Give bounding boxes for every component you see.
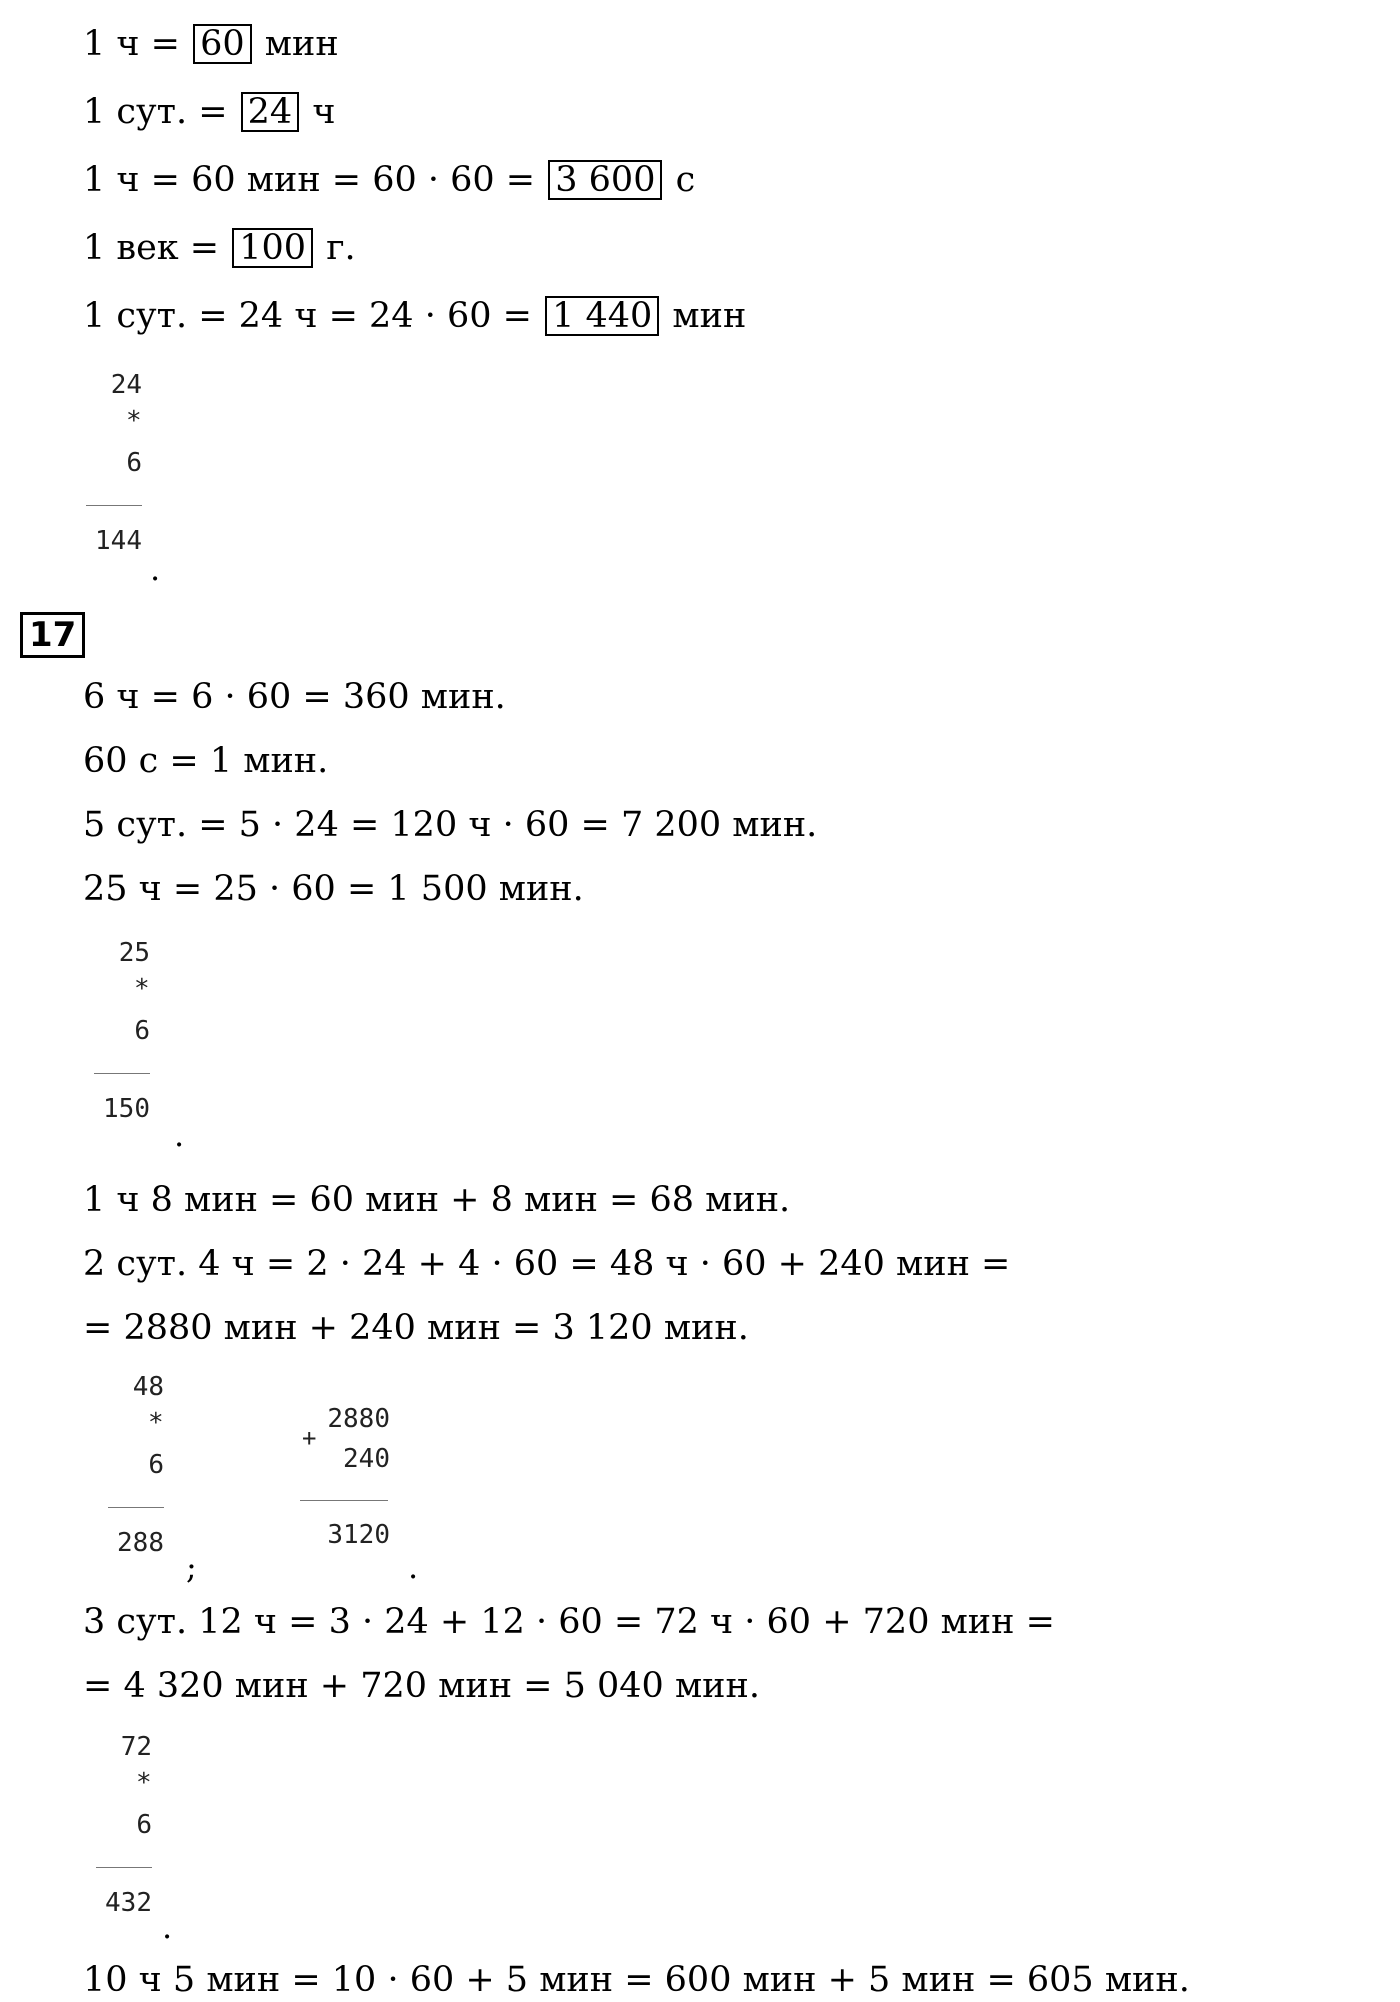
calc-operand-top: 2880 — [327, 1404, 390, 1434]
calc-punctuation: . — [174, 1116, 185, 1154]
solution-line-10: 10 ч 5 мин = 10 · 60 + 5 мин = 600 мин + 5 мин = 605 мин. — [83, 1960, 1190, 2000]
calc-operand-bottom: 6 — [148, 1450, 164, 1480]
boxed-answer: 1 440 — [545, 296, 659, 336]
solution-line-4: 25 ч = 25 · 60 = 1 500 мин. — [83, 869, 584, 909]
solution-line-9: = 4 320 мин + 720 мин = 5 040 мин. — [83, 1666, 760, 1706]
calc-result: 3120 — [327, 1520, 390, 1550]
calc-punctuation: . — [162, 1908, 173, 1946]
equation-day-hours — [83, 90, 335, 134]
calc-operator: + — [302, 1424, 317, 1452]
equation-text: 1 сут. = 24 ч = 24 · 60 = — [83, 296, 544, 336]
solution-line-3: 5 сут. = 5 · 24 = 120 ч · 60 = 7 200 мин. — [83, 805, 818, 845]
calc-result: 150 — [103, 1094, 150, 1124]
equation-day-minutes — [83, 294, 746, 338]
calc-operand-top: 25 — [118, 938, 150, 968]
equation-hour-seconds — [83, 158, 695, 202]
calc-operand-bottom: 6 — [126, 448, 142, 478]
equation-unit: с — [664, 160, 696, 200]
calc-result: 144 — [95, 526, 142, 556]
equation-unit: мин — [253, 24, 339, 64]
equation-unit: ч — [301, 92, 336, 132]
equation-text: 1 век = — [83, 228, 231, 268]
equation-hour-minutes — [83, 22, 339, 66]
solution-line-5: 1 ч 8 мин = 60 мин + 8 мин = 68 мин. — [83, 1180, 791, 1220]
solution-line-2: 60 с = 1 мин. — [83, 741, 329, 781]
calc-rule-line — [300, 1500, 388, 1501]
calc-rule-line — [108, 1507, 164, 1508]
equation-century-years — [83, 226, 356, 270]
calc-operator: * — [148, 1408, 164, 1438]
calc-rule-line — [94, 1073, 150, 1074]
calc-operand-top: 48 — [132, 1372, 164, 1402]
equation-text: 1 сут. = — [83, 92, 239, 132]
solution-line-7: = 2880 мин + 240 мин = 3 120 мин. — [83, 1308, 749, 1348]
calc-punctuation: ; — [186, 1548, 197, 1586]
calc-operand-top: 72 — [120, 1732, 152, 1762]
calc-operand-bottom: 240 — [343, 1444, 390, 1474]
calc-result: 432 — [105, 1888, 152, 1918]
boxed-answer: 100 — [232, 228, 313, 268]
boxed-answer: 24 — [241, 92, 300, 132]
calc-rule-line — [86, 505, 142, 506]
solution-line-1: 6 ч = 6 · 60 = 360 мин. — [83, 677, 506, 717]
calc-operator: * — [136, 1768, 152, 1798]
calc-rule-line — [96, 1867, 152, 1868]
equation-unit: мин — [661, 296, 747, 336]
equation-text: 1 ч = — [83, 24, 192, 64]
calc-result: 288 — [117, 1528, 164, 1558]
equation-text: 1 ч = 60 мин = 60 · 60 = — [83, 160, 547, 200]
calc-operand-bottom: 6 — [134, 1016, 150, 1046]
calc-operator: * — [134, 974, 150, 1004]
solution-line-8: 3 сут. 12 ч = 3 · 24 + 12 · 60 = 72 ч · 60 + 720 мин = — [83, 1602, 1055, 1642]
boxed-answer: 3 600 — [548, 160, 662, 200]
task-number: 17 — [20, 612, 85, 658]
equation-unit: г. — [315, 228, 356, 268]
calc-operand-top: 24 — [110, 370, 142, 400]
calc-operand-bottom: 6 — [136, 1810, 152, 1840]
boxed-answer: 60 — [193, 24, 252, 64]
calc-punctuation: . — [408, 1548, 419, 1586]
calc-punctuation: . — [150, 550, 161, 588]
calc-operator: * — [126, 406, 142, 436]
solution-line-6: 2 сут. 4 ч = 2 · 24 + 4 · 60 = 48 ч · 60 + 240 мин = — [83, 1244, 1011, 1284]
